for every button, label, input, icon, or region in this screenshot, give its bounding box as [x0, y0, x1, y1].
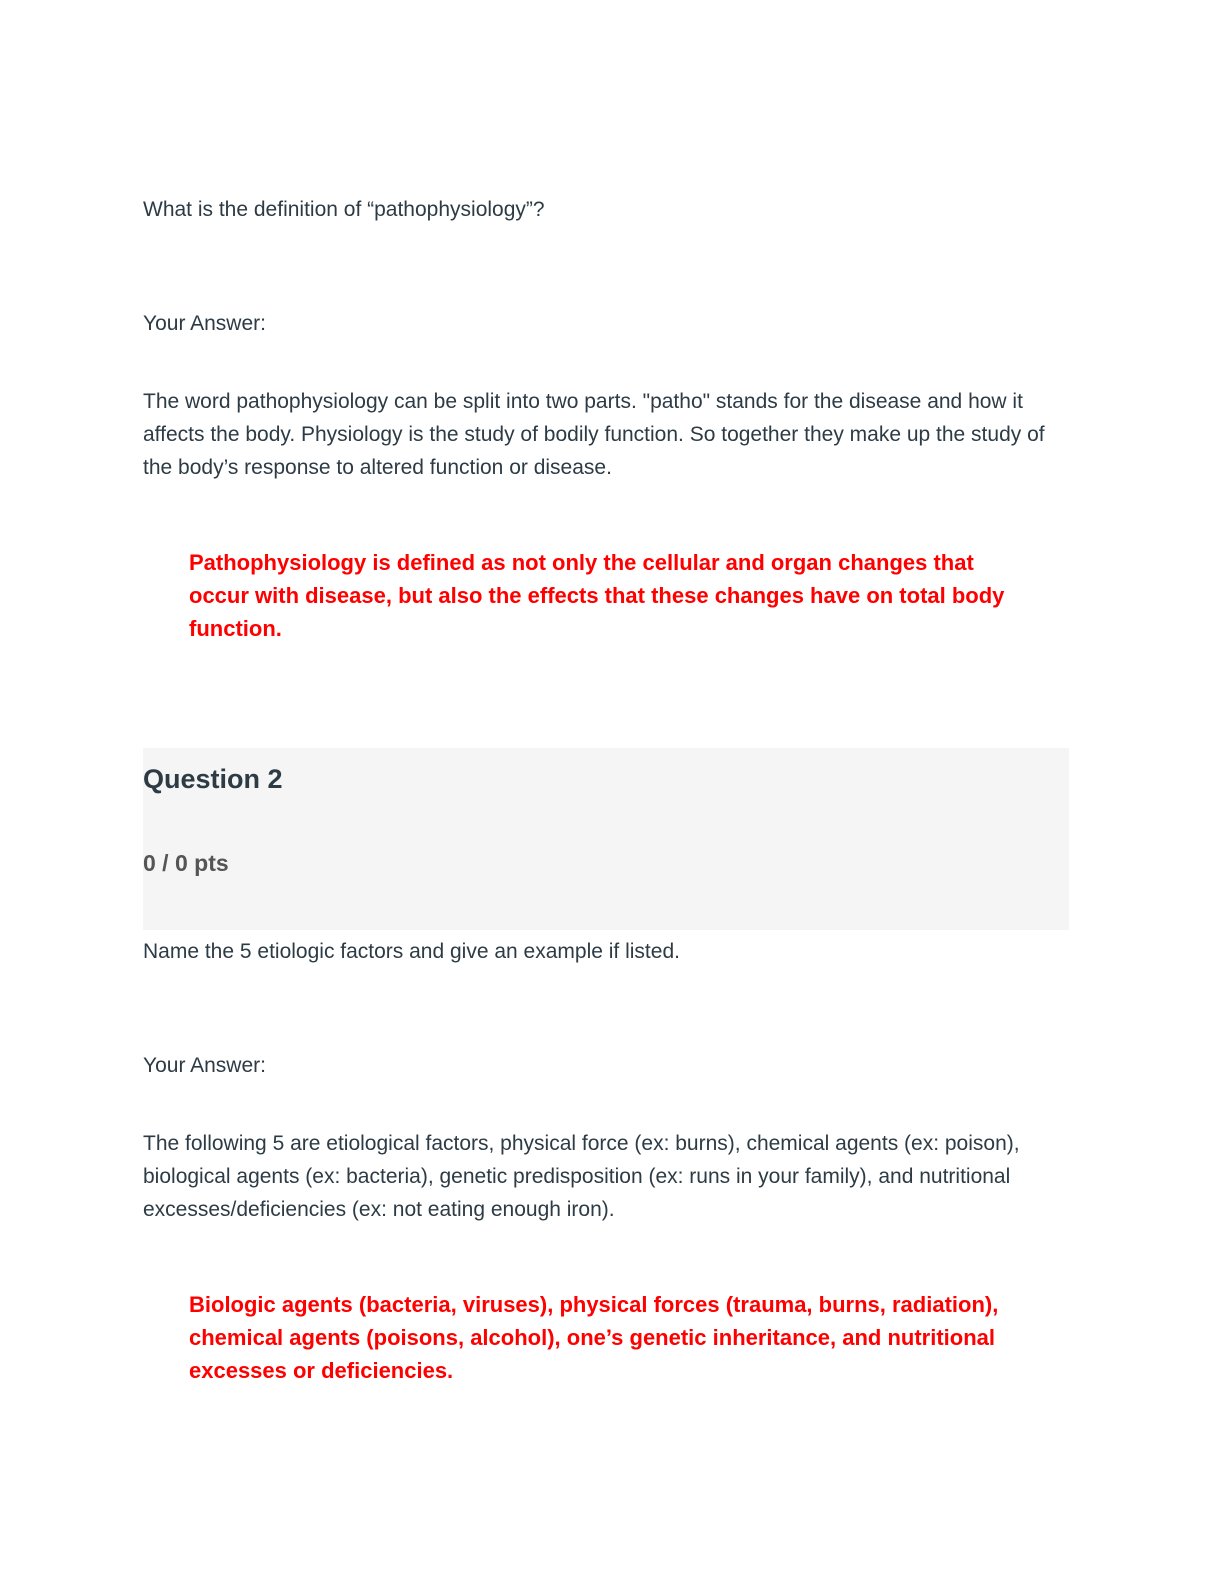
question-1-correct-answer: Pathophysiology is defined as not only the cellular and organ changes that occur with disease, but also the effects that these changes have on total body function. — [189, 550, 1005, 641]
question-1-text: What is the definition of “pathophysiology”? — [143, 198, 545, 221]
question-1-student-answer: The word pathophysiology can be split into two parts. "patho" stands for the disease and how it affects the body. Physiology is the study of bodily function. So together they make up the study of the body’s response to altered function or disease. — [143, 390, 1045, 479]
question-1-answer-label: Your Answer: — [143, 312, 266, 335]
question-2-answer-label: Your Answer: — [143, 1054, 266, 1077]
question-2-points: 0 / 0 pts — [143, 850, 229, 876]
question-2-text: Name the 5 etiologic factors and give an example if listed. — [143, 940, 680, 963]
question-2-correct-answer: Biologic agents (bacteria, viruses), physical forces (trauma, burns, radiation), chemical agents (poisons, alcohol), one’s genetic inheritance, and nutritional excesses or deficiencies. — [189, 1292, 999, 1383]
question-2-header — [143, 748, 1069, 930]
question-2-student-answer: The following 5 are etiological factors, physical force (ex: burns), chemical agents (ex: poison), biological agents (ex: bacteria), genetic predisposition (ex: runs in your family), and nutritional excesses/deficiencies (ex: not eating enough iron). — [143, 1132, 1020, 1221]
question-2-title: Question 2 — [143, 764, 283, 794]
